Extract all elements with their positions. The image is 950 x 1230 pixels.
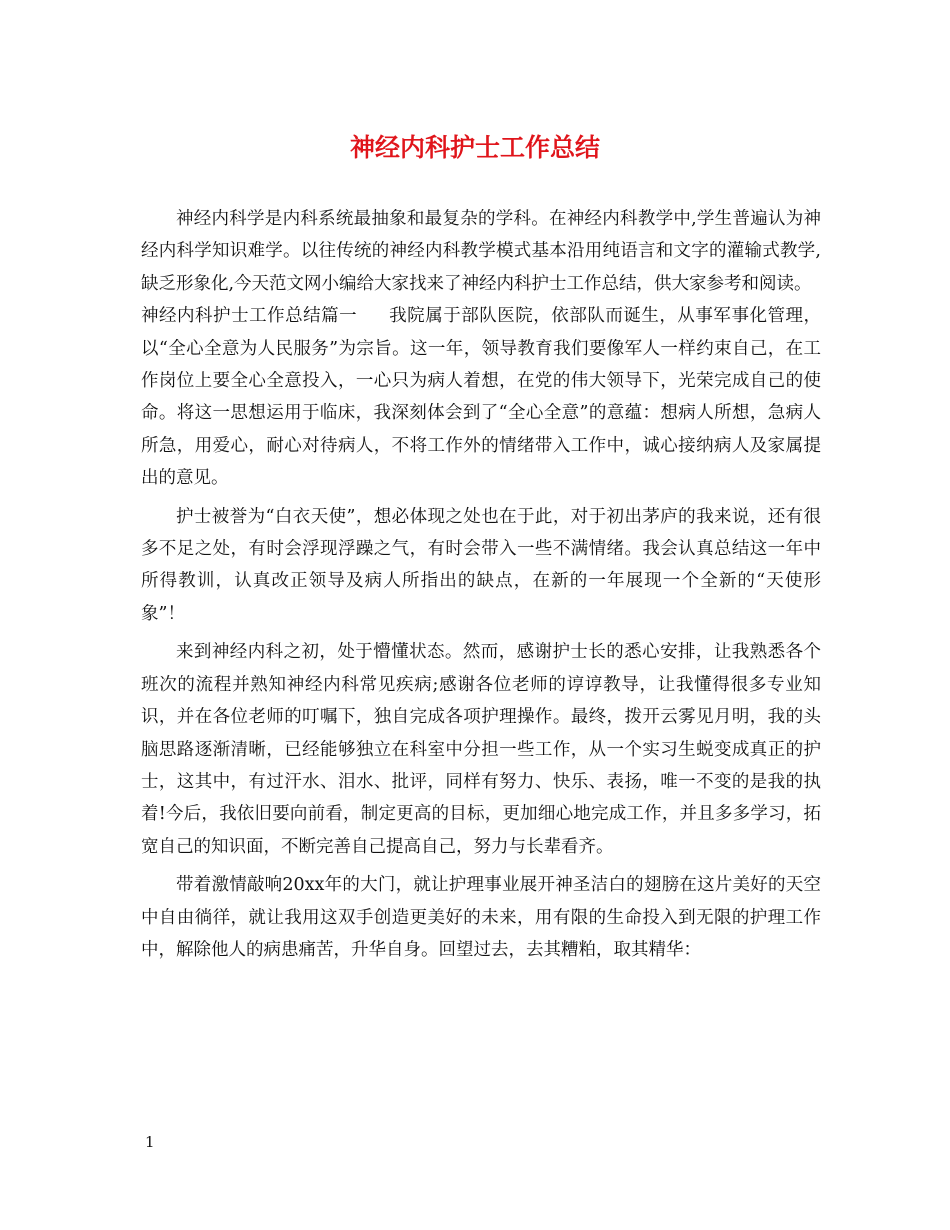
section-heading: 神经内科护士工作总结篇一 xyxy=(141,306,358,327)
document-body xyxy=(141,203,821,966)
paragraph-neurology: 来到神经内科之初，处于懵懂状态。然而，感谢护士长的悉心安排，让我熟悉各个班次的流程并熟知神经内科常见疾病;感谢各位老师的谆谆教导，让我懂得很多专业知识，并在各位老师的叮嘱下，独自完成各项护理操作。最终，拨开云雾见月明，我的头脑思路逐渐清晰，已经能够独立在科室中分担一些工作，从一个实习生蜕变成真正的护士，这其中，有过汗水、泪水、批评，同样有努力、快乐、表扬，唯一不变的是我的执着!今后，我依旧要向前看，制定更高的目标，更加细心地完成工作，并且多多学习，拓宽自己的知识面，不断完善自己提高自己，努力与长辈看齐。 xyxy=(141,642,821,857)
section-paragraph-1 xyxy=(141,300,821,494)
document-title: 神经内科护士工作总结 xyxy=(349,133,600,162)
paragraph-angel: 护士被誉为“白衣天使”，想必体现之处也在于此，对于初出茅庐的我来说，还有很多不足之处，有时会浮现浮躁之气，有时会带入一些不满情绪。我会认真总结这一年中所得教训，认真改正领导及病人所指出的缺点，在新的一年展现一个全新的“天使形象”！ xyxy=(141,506,821,624)
paragraph-new-year: 带着激情敲响20xx年的大门，就让护理事业展开神圣洁白的翅膀在这片美好的天空中自由徜徉，就让我用这双手创造更美好的未来，用有限的生命投入到无限的护理工作中，解除他人的病患痛苦，升华自身。回望过去，去其糟粕，取其精华： xyxy=(141,875,821,960)
section-paragraph-1-text: 我院属于部队医院，依部队而诞生，从事军事化管理，以“全心全意为人民服务”为宗旨。这一年，领导教育我们要像军人一样约束自己，在工作岗位上要全心全意投入，一心只为病人着想，在党的伟大领导下，光荣完成自己的使命。将这一思想运用于临床，我深刻体会到了“全心全意”的意蕴：想病人所想，急病人所急，用爱心，耐心对待病人，不将工作外的情绪带入工作中，诚心接纳病人及家属提出的意见。 xyxy=(141,306,821,489)
intro-paragraph: 神经内科学是内科系统最抽象和最复杂的学科。在神经内科教学中,学生普遍认为神经内科学知识难学。以往传统的神经内科教学模式基本沿用纯语言和文字的灌输式教学,缺乏形象化,今天范文网小编给大家找来了神经内科护士工作总结，供大家参考和阅读。 xyxy=(141,209,821,294)
page-number: 1 xyxy=(145,1133,155,1151)
